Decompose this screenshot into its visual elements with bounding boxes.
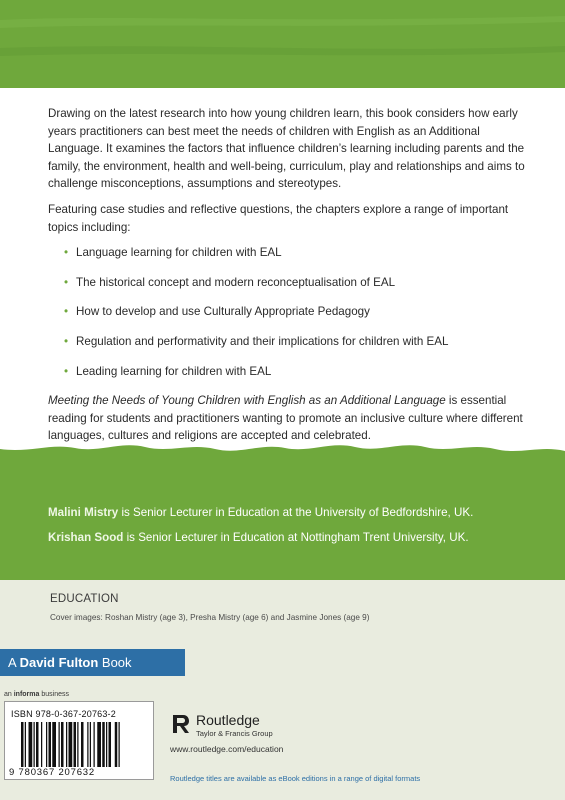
informa-suffix: business [39,691,69,698]
blurb-paragraph-3-rest: is essential reading for students and practitioners wanting to promote an inclusive culture where different languages, cultures and religions are accepted and celebrated. [48,394,523,443]
author-description: is Senior Lecturer in Education at Nottingham Trent University, UK. [123,531,469,544]
publisher-name: Routledge [196,712,260,728]
barcode-bar [25,722,26,767]
top-green-band [0,0,565,90]
subject-category: EDUCATION [50,593,119,605]
barcode-bar [94,722,95,767]
barcode-bar [97,722,101,767]
author-name: Malini Mistry [48,506,119,519]
cover-image-credits: Cover images: Roshan Mistry (age 3), Presha Mistry (age 6) and Jasmine Jones (age 9) [50,613,370,622]
barcode-bar [52,722,56,767]
topic-item: • How to develop and use Culturally Appropriate Pedagogy [64,303,526,321]
routledge-logo-icon [170,713,192,735]
barcode-bar [61,722,64,767]
book-title-italic: Meeting the Needs of Young Children with English as an Additional Language [48,394,446,408]
barcode-bar [102,722,105,767]
barcode-bar [106,722,107,767]
author-name: Krishan Sood [48,531,124,544]
barcode-bar [59,722,60,767]
barcode-bar [119,722,120,767]
blurb-paragraph-3 [48,392,526,445]
barcode-bar [49,722,52,767]
author-bio [48,506,538,519]
topic-item: • The historical concept and modern reconceptualisation of EAL [64,274,526,292]
barcode-bar [81,722,84,767]
blurb-paragraph-2: Featuring case studies and reflective questions, the chapters explore a range of important topics including: [48,202,509,234]
publisher-url: www.routledge.com/education [170,744,284,754]
author-bios [48,506,538,556]
david-fulton-imprint-bar [0,649,185,676]
isbn-label: ISBN 978-0-367-20763-2 [11,709,116,719]
topic-item: • Language learning for children with EAL [64,244,526,262]
topic-list [64,244,526,380]
barcode-bar [74,722,77,767]
barcode-bar [66,722,67,767]
informa-business-note [4,691,69,698]
imprint-brand: David Fulton [19,655,99,670]
back-cover-blurb [48,105,526,453]
barcode-bar [87,722,88,767]
barcode-digits: 9 780367 207632 [9,767,95,778]
barcode-bar [46,722,47,767]
topic-item: • Leading learning for children with EAL [64,363,526,381]
publisher-group: Taylor & Francis Group [196,729,273,738]
barcode-bar [41,722,42,767]
barcode-bar [36,722,39,767]
barcode-bar [21,722,24,767]
barcode-bar [90,722,91,767]
topic-item: • Regulation and performativity and their implications for children with EAL [64,333,526,351]
imprint-prefix: A [8,655,20,670]
barcode-bar [29,722,33,767]
barcode-bar [77,722,78,767]
barcode-bar [109,722,112,767]
imprint-suffix: Book [98,655,132,670]
barcode-bar [69,722,73,767]
isbn-barcode [4,701,154,780]
informa-brand: informa [13,691,40,698]
ebook-note: Routledge titles are available as eBook editions in a range of digital formats [170,774,421,783]
bottom-band-brush-edge [0,439,565,471]
blurb-paragraph-1: Drawing on the latest research into how young children learn, this book considers how early years practitioners can best meet the needs of children with English as an Additional Language. It examines the factors that influence children’s learning including parents and the family, the environment, health and well-being, curriculum, play and relationships and aims to challenge misconceptions, assumptions and stereotypes. [48,107,525,191]
barcode-bar [34,722,35,767]
informa-prefix: an [4,691,14,698]
barcode-bars [21,722,147,767]
author-bio [48,531,538,544]
author-description: is Senior Lecturer in Education at the University of Bedfordshire, UK. [118,506,474,519]
barcode-bar [115,722,118,767]
